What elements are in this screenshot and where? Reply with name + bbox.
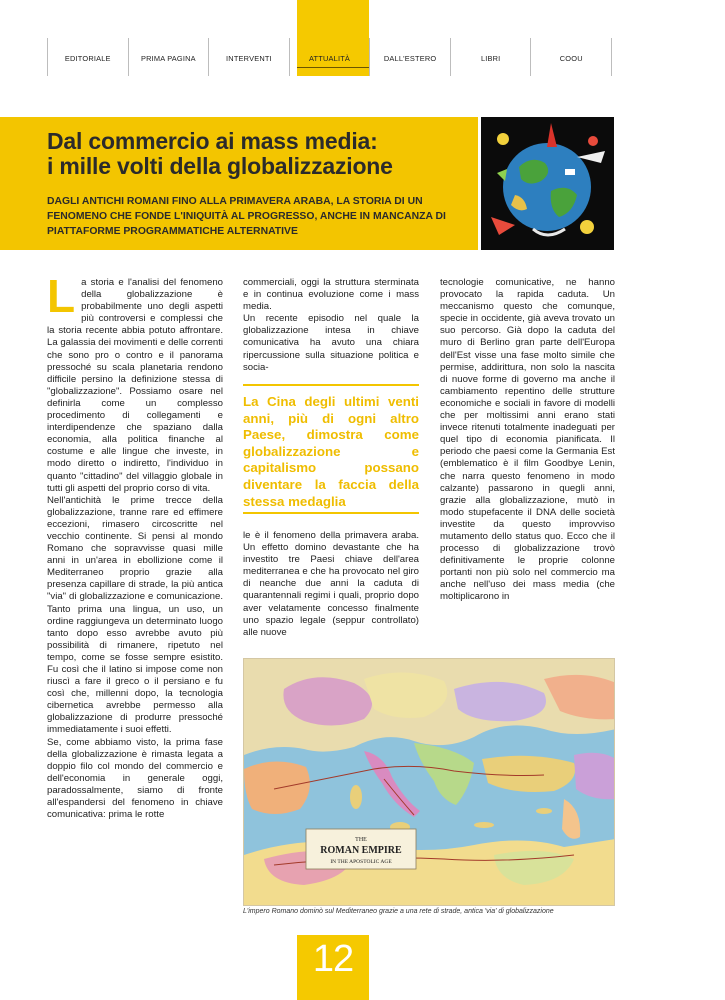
pull-quote-rule-top xyxy=(243,384,419,386)
article-title xyxy=(47,129,393,179)
article-column-1 xyxy=(47,270,223,821)
map-title-roman-empire: ROMAN EMPIRE xyxy=(320,845,402,856)
nav-item-coou[interactable]: COOU xyxy=(530,38,612,76)
nav-item-prima-pagina[interactable]: PRIMA PAGINA xyxy=(128,38,209,76)
pull-quote-rule-bottom xyxy=(243,512,419,514)
article-paragraph: Se, come abbiamo visto, la prima fase della globalizzazione è rimasta legata a doppio filo col mondo del commercio e dell'economia in generale oggi, paradossalmente, siamo di fronte all'espandersi del fenomeno in chiave comunicativa: prima le rotte xyxy=(47,736,223,821)
article-paragraph: Un recente episodio nel quale la globalizzazione intesa in chiave comunicativa ha avuto una chiara ripercussione sulla situazione politica e socia- xyxy=(243,313,419,373)
paragraph-text: a storia e l'analisi del fenomeno della globalizzazione è probabilmente uno degli aspetti più controversi e complessi che la storia recente abbia potuto affrontare. La galassia dei movimenti e delle correnti che sono pro o contro e il panorama pressoché su scala planetaria rendono difficile persino la definizione stessa di "globalizzazione". Possiamo osare nel definirla come un complesso procedimento di collegamenti e interdipendenze che spaziano dalla economia, alla politica finanche al costume e alle lingue che investe, in modo diretto o indiretto, l'individuo in quanto "cittadino" del villaggio globale in tutti gli aspetti del proprio corso di vita. xyxy=(47,277,223,494)
pull-quote: La Cina degli ultimi venti anni, più di ogni altro Paese, dimostra come globalizzazione e capitalismo possano diventare la faccia della stessa medaglia xyxy=(243,394,419,509)
map-title-the: THE xyxy=(355,837,367,843)
article-paragraph: Nell'antichità le prime trecce della globalizzazione, tranne rare ed effimere eccezioni, rimasero circoscritte nel vecchio continente. Si pensi al mondo Romano che sopravvisse quasi mille anni in un'area in ebollizione come il Mediterraneo proprio grazie alla presenza capillare di strade, la più antica "via" di globalizzazione e comunicazione. Tanto prima una lingua, un uso, un ordine raggiungeva un determinato luogo tanto dopo esso avrebbe avuto più possibilità di rimanere, ripetuto nel tempo, come se fosse sempre esistito. Fu così che il latino si impose come non riuscì a fare il greco o il persiano e fu così che, millenni dopo, la tecnologia cibernetica avrebbe permesso alla globalizzazione di produrre pressoché immediatamente i suoi effetti. xyxy=(47,494,223,736)
article-paragraph: tecnologie comunicative, ne hanno provocato la rapida caduta. Un meccanismo questo che comunque, specie in occidente, già aveva trovato un suo percorso. Già dopo la caduta del muro di Berlino gran parte dell'Europa dell'Est visse una fase molto simile che permise, addirittura, non solo la nascita di nuove forme di governo ma anche il cambiamento repentino delle strutture economiche e sociali in favore di modelli che per moltissimi anni erano stati invece ritenuti totalmente inadeguati per quel tipo di economia pianificata. Il periodo che paesi come la Germania Est (emblematico è il film Goodbye Lenin, che narra questo fenomeno in modo calzante) passarono in quegli anni, grazie alla globalizzazione, mutò in modo stupefacente il DNA delle società investite da questo improvviso mutamento dello status quo. Ecco che il processo di globalizzazione trovò definitivamente le proprie colonne portanti non più solo nel commercio ma anche nell'uso dei mass media (che moltiplicarono in xyxy=(440,277,615,603)
nav-item-interventi[interactable]: INTERVENTI xyxy=(208,38,289,76)
page-number: 12 xyxy=(312,938,354,980)
drop-cap: L xyxy=(47,270,76,322)
article-paragraph xyxy=(47,270,223,495)
article-title-line2: i mille volti della globalizzazione xyxy=(47,153,393,179)
map-title-subtitle: IN THE APOSTOLIC AGE xyxy=(330,859,392,865)
article-column-3 xyxy=(440,277,615,604)
article-column-2-bottom xyxy=(243,530,419,639)
article-paragraph: commerciali, oggi la struttura sterminata e in continua evoluzione come i mass media. xyxy=(243,277,419,313)
roman-empire-map xyxy=(243,658,615,906)
globe-illustration xyxy=(481,117,614,250)
article-subtitle: DAGLI ANTICHI ROMANI FINO ALLA PRIMAVERA ARABA, LA STORIA DI UN FENOMENO CHE FONDE L'INIQUITÀ AL PROGRESSO, ANCHE IN MANCANZA DI PIATTAFORME PROGRAMMATICHE ALTERNATIVE xyxy=(47,196,446,237)
article-column-2-top xyxy=(243,277,419,374)
nav-item-libri[interactable]: LIBRI xyxy=(450,38,531,76)
nav-item-editoriale[interactable]: EDITORIALE xyxy=(47,38,128,76)
nav-item-dall-estero[interactable]: DALL'ESTERO xyxy=(369,38,450,76)
section-nav xyxy=(47,38,612,76)
map-caption: L'impero Romano dominò sul Mediterraneo grazie a una rete di strade, antica 'via' di globalizzazione xyxy=(243,908,554,915)
nav-item-attualita[interactable]: ATTUALITÀ xyxy=(289,38,370,76)
article-paragraph: le è il fenomeno della primavera araba. Un effetto domino devastante che ha investito tre Paesi chiave dell'area mediterranea e che ha provocato nel giro di neanche due anni la caduta di quarantennali regimi i quali, proprio dopo aver velatamente concesso finalmente uno spazio legale (seppur controllato) alle nuove xyxy=(243,530,419,638)
article-title-line1: Dal commercio ai mass media: xyxy=(47,128,378,154)
